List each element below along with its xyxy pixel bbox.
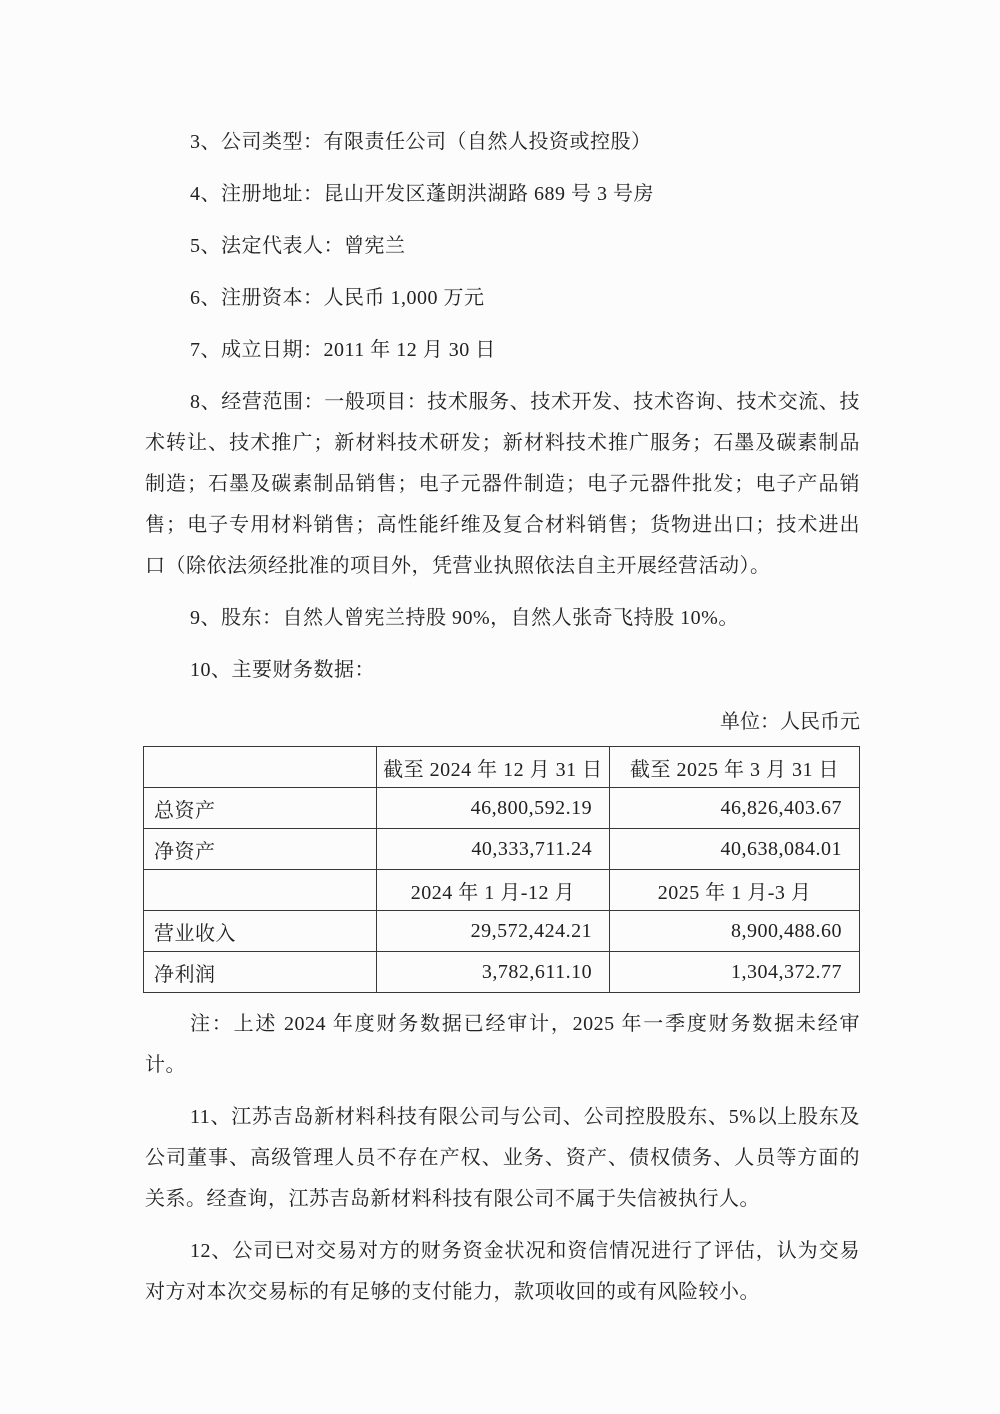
table-period-corner-cell — [144, 870, 377, 911]
value-net-assets-2024: 40,333,711.24 — [376, 829, 609, 870]
value-revenue-2025q1: 8,900,488.60 — [610, 911, 860, 952]
value-revenue-2024: 29,572,424.21 — [376, 911, 609, 952]
table-row-net-profit — [144, 952, 860, 993]
table-row-net-assets — [144, 829, 860, 870]
paragraph-business-scope: 8、经营范围：一般项目：技术服务、技术开发、技术咨询、技术交流、技术转让、技术推广；新材料技术研发；新材料技术推广服务；石墨及碳素制品制造；石墨及碳素制品销售；电子元器件制造；电子元器件批发；电子产品销售；电子专用材料销售；高性能纤维及复合材料销售；货物进出口；技术进出口（除依法须经批准的项目外，凭营业执照依法自主开展经营活动）。 — [145, 391, 860, 577]
label-operating-revenue: 营业收入 — [144, 911, 377, 952]
header-period-2025q1: 2025 年 1 月-3 月 — [610, 870, 860, 911]
paragraph-credit-assessment: 12、公司已对交易对方的财务资金状况和资信情况进行了评估，认为交易对方对本次交易标的有足够的支付能力，款项收回的或有风险较小。 — [145, 1240, 860, 1303]
header-asof-2024-12-31: 截至 2024 年 12 月 31 日 — [376, 747, 609, 788]
table-corner-cell — [144, 747, 377, 788]
paragraph-company-type: 3、公司类型：有限责任公司（自然人投资或控股） — [190, 131, 652, 153]
table-row-total-assets — [144, 788, 860, 829]
value-total-assets-2025q1: 46,826,403.67 — [610, 788, 860, 829]
label-net-profit: 净利润 — [144, 952, 377, 993]
paragraph-establishment-date: 7、成立日期：2011 年 12 月 30 日 — [190, 339, 496, 361]
value-net-profit-2025q1: 1,304,372.77 — [610, 952, 860, 993]
paragraph-relationship-statement: 11、江苏吉岛新材料科技有限公司与公司、公司控股股东、5%以上股东及公司董事、高级管理人员不存在产权、业务、资产、债权债务、人员等方面的关系。经查询，江苏吉岛新材料科技有限公司不属于失信被执行人。 — [145, 1106, 860, 1210]
label-total-assets: 总资产 — [144, 788, 377, 829]
value-net-profit-2024: 3,782,611.10 — [376, 952, 609, 993]
label-net-assets: 净资产 — [144, 829, 377, 870]
paragraph-shareholders: 9、股东：自然人曾宪兰持股 90%，自然人张奇飞持股 10%。 — [190, 607, 739, 629]
document-content — [145, 122, 860, 1313]
paragraph-financial-data-title: 10、主要财务数据： — [190, 659, 375, 681]
value-total-assets-2024: 46,800,592.19 — [376, 788, 609, 829]
table-header-row-period — [144, 870, 860, 911]
table-row-operating-revenue — [144, 911, 860, 952]
unit-label: 单位：人民币元 — [720, 711, 860, 733]
header-period-2024: 2024 年 1 月-12 月 — [376, 870, 609, 911]
table-header-row-balance — [144, 747, 860, 788]
paragraph-legal-representative: 5、法定代表人：曾宪兰 — [190, 235, 406, 257]
paragraph-audit-note: 注：上述 2024 年度财务数据已经审计，2025 年一季度财务数据未经审计。 — [145, 1013, 860, 1076]
paragraph-registered-capital: 6、注册资本：人民币 1,000 万元 — [190, 287, 485, 309]
financial-data-table — [143, 746, 860, 993]
paragraph-registered-address: 4、注册地址：昆山开发区蓬朗洪湖路 689 号 3 号房 — [190, 183, 654, 205]
header-asof-2025-03-31: 截至 2025 年 3 月 31 日 — [610, 747, 860, 788]
value-net-assets-2025q1: 40,638,084.01 — [610, 829, 860, 870]
